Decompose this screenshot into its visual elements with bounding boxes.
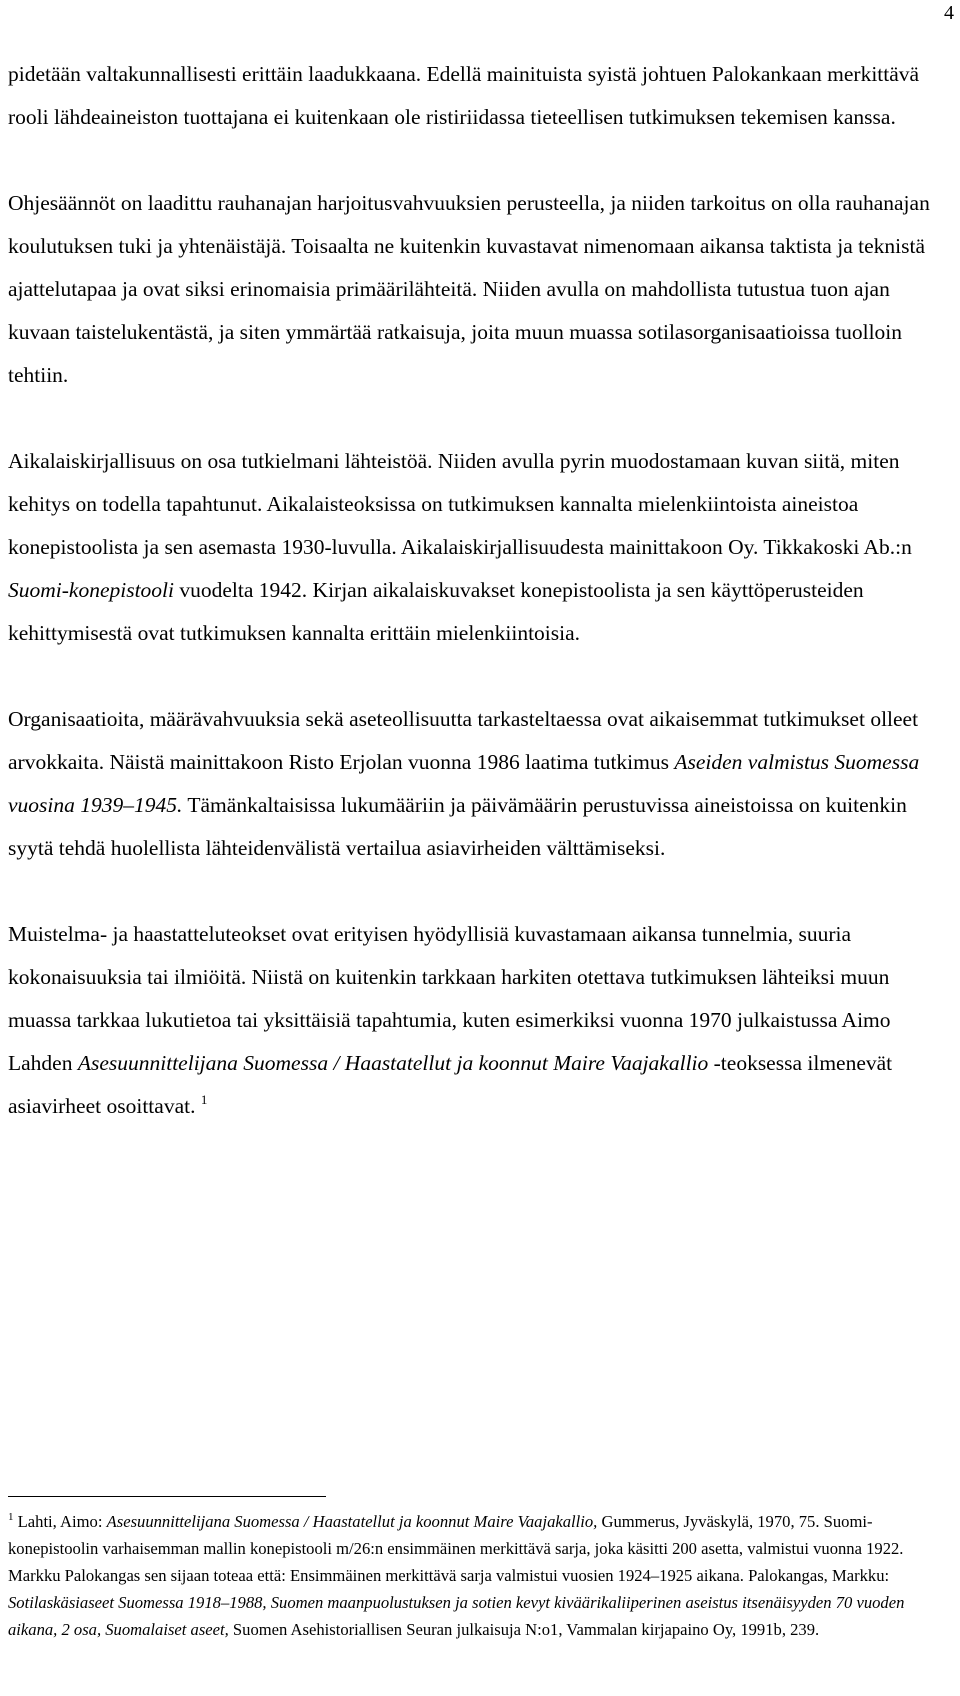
- footnote-reference[interactable]: 1: [200, 1092, 208, 1107]
- paragraph-3-text-a: Aikalaiskirjallisuus on osa tutkielmani lähteistöä. Niiden avulla pyrin muodostamaan kuvan siitä, miten kehitys on todella tapahtunut. Aikalaisteoksissa on tutkimuksen kannalta mielenkiintoista aineistoa konepistoolista ja sen asemasta 1930-luvulla. Aikalaiskirjallisuudesta mainittakoon Oy. Tikkakoski Ab.:n: [8, 449, 912, 559]
- footnote-divider: [8, 1496, 326, 1497]
- footnote-text-c: Suomen Asehistoriallisen Seuran julkaisuja N:o1, Vammalan kirjapaino Oy, 1991b, 239.: [228, 1620, 820, 1639]
- paragraph-5-text-a: Muistelma- ja haastatteluteokset ovat erityisen hyödyllisiä kuvastamaan aikansa tunnelmia, suuria kokonaisuuksia tai ilmiöitä. Niistä on kuitenkin tarkkaan harkiten otettava tutkimuksen lähteiksi muun muassa tarkkaa lukutietoa tai yksittäisiä tapahtumia, kuten esimerkiksi vuonna 1970 julkaistussa Aimo Lahden: [8, 922, 891, 1075]
- paragraph-2-text: Ohjesäännöt on laadittu rauhanajan harjoitusvahvuuksien perusteella, ja niiden tarkoitus on olla rauhanajan koulutuksen tuki ja yhtenäistäjä. Toisaalta ne kuitenkin kuvastavat nimenomaan aikansa taktista ja teknistä ajattelutapaa ja ovat siksi erinomaisia primäärilähteitä. Niiden avulla on mahdollista tutustua tuon ajan kuvaan taistelukentästä, ja siten ymmärtää ratkaisuja, joita muun muassa sotilasorganisaatioissa tuolloin tehtiin.: [8, 191, 930, 387]
- paragraph-5: [8, 913, 952, 1128]
- paragraph-4-text-a: Organisaatioita, määrävahvuuksia sekä aseteollisuutta tarkasteltaessa ovat aikaisemmat tutkimukset olleet arvokkaita. Näistä mainittakoon Risto Erjolan vuonna 1986 laatima tutkimus: [8, 707, 919, 774]
- paragraph-5-text-b: -teoksessa ilmenevät asiavirheet osoittavat.: [8, 1051, 893, 1118]
- paragraph-3-text-b: vuodelta 1942. Kirjan aikalaiskuvakset konepistoolista ja sen käyttöperusteiden kehittymisestä ovat tutkimuksen kannalta erittäin mielenkiintoisia.: [8, 578, 864, 645]
- paragraph-1-text: pidetään valtakunnallisesti erittäin laadukkaana. Edellä mainituista syistä johtuen Palokankaan merkittävä rooli lähdeaineiston tuottajana ei kuitenkaan ole ristiriidassa tieteellisen tutkimuksen tekemisen kanssa.: [8, 62, 920, 129]
- book-title-aseiden-valmistus: Aseiden valmistus Suomessa vuosina 1939–1945.: [8, 750, 920, 817]
- body-text: [8, 53, 952, 1128]
- paragraph-2: [8, 182, 952, 397]
- footnote-mark: 1: [8, 1511, 14, 1523]
- paragraph-4-text-b: Tämänkaltaisissa lukumääriin ja päivämäärin perustuvissa aineistoissa on kuitenkin syytä tehdä huolellista lähteidenvälistä vertailua asiavirheiden välttämiseksi.: [8, 793, 907, 860]
- footnote-text-b: Gummerus, Jyväskylä, 1970, 75. Suomi-konepistoolin varhaisemman mallin konepistooli m/26:n ensimmäinen merkittävä sarja, joka käsitti 200 asetta, valmistui vuonna 1922. Markku Palokangas sen sijaan toteaa että: Ensimmäinen merkittävä sarja valmistui vuosien 1924–1925 aikana. Palokangas, Markku:: [8, 1512, 904, 1585]
- footnote-text-a: Lahti, Aimo:: [13, 1512, 107, 1531]
- page-number: 4: [944, 2, 954, 24]
- book-title-suomi-konepistooli: Suomi-konepistooli: [8, 578, 175, 602]
- paragraph-3: [8, 440, 952, 655]
- paragraph-1: [8, 53, 952, 139]
- footnote-title-1: Asesuunnittelijana Suomessa / Haastatellut ja koonnut Maire Vaajakallio,: [106, 1512, 598, 1531]
- book-title-asesuunnittelijana: Asesuunnittelijana Suomessa / Haastatellut ja koonnut Maire Vaajakallio: [77, 1051, 709, 1075]
- footnote-text: [8, 1508, 952, 1643]
- paragraph-4: [8, 698, 952, 870]
- footnote-1: [8, 1508, 952, 1643]
- footnote-title-2: Sotilaskäsiaseet Suomessa 1918–1988, Suomen maanpuolustuksen ja sotien kevyt kiväärikaliiperinen aseistus itsenäisyyden 70 vuoden aikana, 2 osa, Suomalaiset aseet,: [8, 1593, 905, 1639]
